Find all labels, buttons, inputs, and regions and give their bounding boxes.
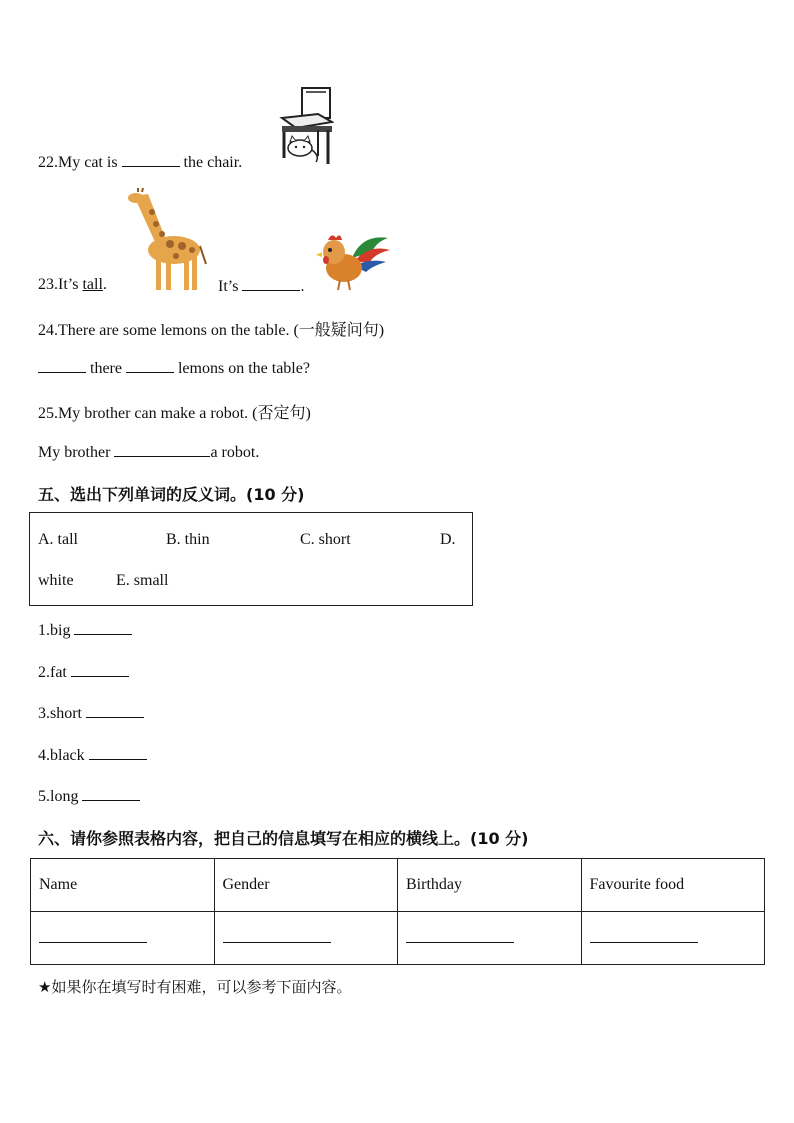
personal-info-table <box>30 858 765 965</box>
column-header-gender: Gender <box>214 859 398 912</box>
column-header-birthday: Birthday <box>398 859 582 912</box>
question-25: 25.My brother can make a robot. (否定句) <box>38 405 311 422</box>
section-6-heading: 六、请你参照表格内容，把自己的信息填写在相应的横线上。(10 分) <box>38 829 529 848</box>
section-5-heading: 五、选出下列单词的反义词。(10 分) <box>38 485 305 504</box>
word-options-box <box>29 512 473 606</box>
name-cell <box>31 912 215 965</box>
column-header-name: Name <box>31 859 215 912</box>
gender-cell <box>214 912 398 965</box>
answer-blank-22[interactable] <box>122 152 180 167</box>
antonym-item-3: 3.short <box>38 703 144 723</box>
column-header-favourite-food: Favourite food <box>581 859 765 912</box>
question-22: 22.My cat is the chair. <box>38 154 243 171</box>
antonym-item-5: 5.long <box>38 786 140 806</box>
option-c: C. short <box>300 531 351 548</box>
table-row <box>31 912 765 965</box>
option-d-word: white <box>38 572 74 589</box>
favourite-food-blank[interactable] <box>590 928 698 943</box>
favourite-food-cell <box>581 912 765 965</box>
rooster-icon <box>312 228 392 292</box>
birthday-blank[interactable] <box>406 928 514 943</box>
answer-blank[interactable] <box>82 786 140 801</box>
answer-blank-23[interactable] <box>242 276 300 291</box>
chair-with-cat-icon <box>278 86 334 166</box>
answer-blank[interactable] <box>71 662 129 677</box>
table-header-row <box>31 859 765 912</box>
antonym-item-1: 1.big <box>38 620 132 640</box>
question-24-answer: there lemons on the table? <box>38 358 310 378</box>
option-a: A. tall <box>38 531 78 548</box>
question-23-answer: It’s . <box>218 278 305 295</box>
question-23: 23.It’s tall. <box>38 276 107 293</box>
option-d: D. <box>440 531 456 548</box>
answer-blank[interactable] <box>74 620 132 635</box>
question-24: 24.There are some lemons on the table. (一般疑问句) <box>38 322 385 339</box>
birthday-cell <box>398 912 582 965</box>
option-b: B. thin <box>166 531 210 548</box>
answer-blank[interactable] <box>89 745 147 760</box>
gender-blank[interactable] <box>223 928 331 943</box>
question-25-answer: My brother a robot. <box>38 444 260 461</box>
answer-blank-24b[interactable] <box>126 358 174 373</box>
answer-blank-25[interactable] <box>114 442 210 457</box>
option-e: E. small <box>116 572 169 589</box>
answer-blank[interactable] <box>86 703 144 718</box>
hint-note: ★如果你在填写时有困难，可以参考下面内容。 <box>38 978 352 996</box>
name-blank[interactable] <box>39 928 147 943</box>
giraffe-icon <box>126 188 208 292</box>
answer-blank-24a[interactable] <box>38 358 86 373</box>
antonym-item-4: 4.black <box>38 745 147 765</box>
antonym-item-2: 2.fat <box>38 662 129 682</box>
